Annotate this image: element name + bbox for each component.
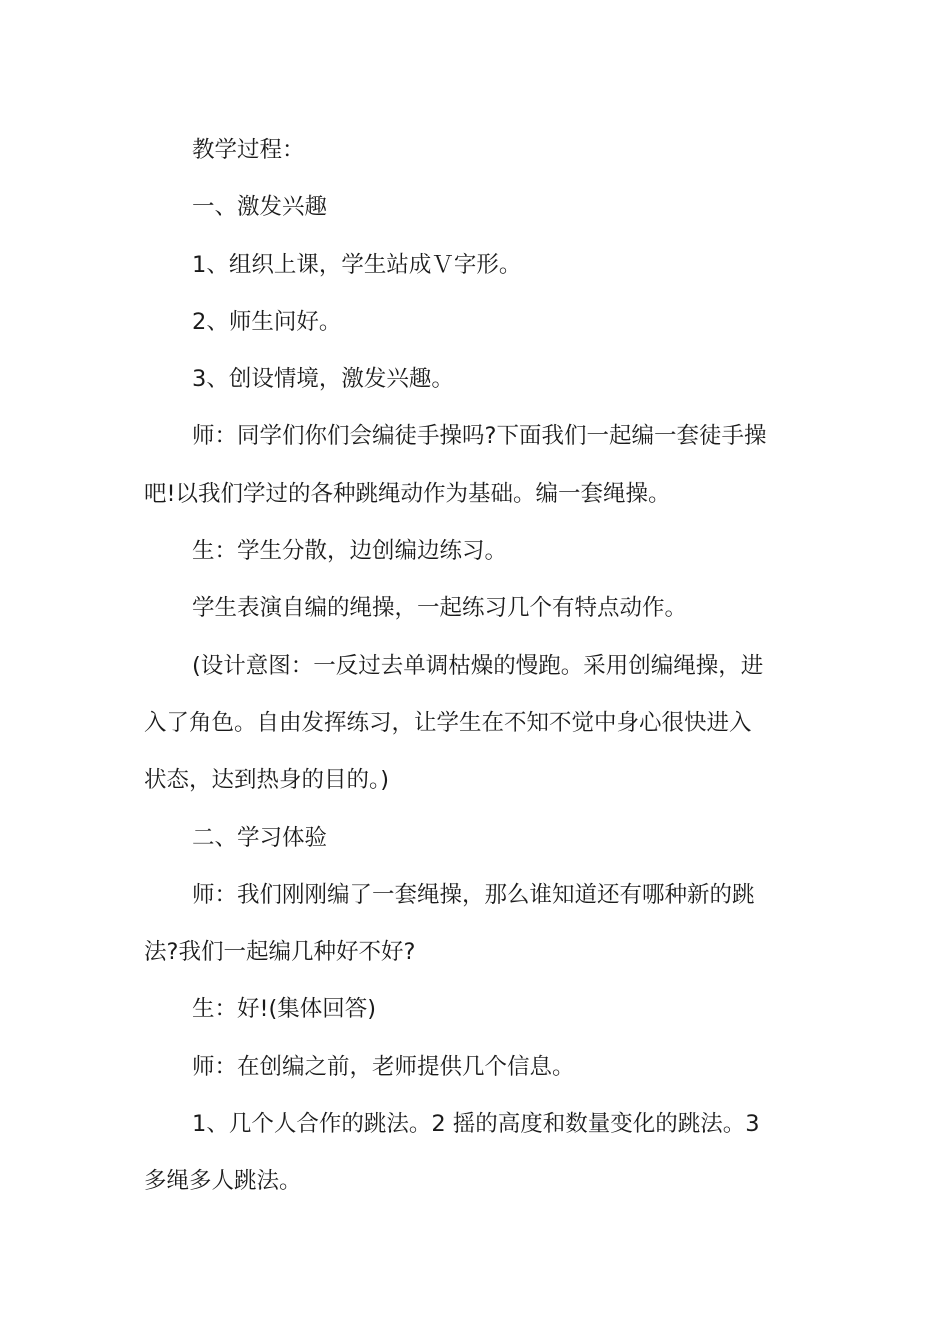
text-line: 师：同学们你们会编徒手操吗?下面我们一起编一套徒手操 — [192, 423, 767, 450]
section-heading: 二、学习体验 — [192, 824, 328, 851]
text-line: 师：我们刚刚编了一套绳操，那么谁知道还有哪种新的跳 — [192, 881, 755, 908]
text-line: (设计意图：一反过去单调枯燥的慢跑。采用创编绳操，进 — [192, 652, 764, 679]
text-line: 3、创设情境，激发兴趣。 — [192, 366, 454, 393]
text-line: 1、几个人合作的跳法。2 摇的高度和数量变化的跳法。3 — [192, 1111, 760, 1138]
text-line: 师：在创编之前，老师提供几个信息。 — [192, 1053, 575, 1080]
text-line: 1、组织上课，学生站成Ｖ字形。 — [192, 251, 522, 278]
text-line: 法?我们一起编几种好不好? — [144, 939, 416, 966]
text-line: 生：学生分散，边创编边练习。 — [192, 538, 508, 565]
section-heading: 一、激发兴趣 — [192, 194, 328, 221]
text-line: 2、师生问好。 — [192, 308, 342, 335]
text-line: 生：好!(集体回答) — [192, 996, 377, 1023]
text-line: 入了角色。自由发挥练习，让学生在不知不觉中身心很快进入 — [144, 709, 752, 736]
text-line: 学生表演自编的绳操，一起练习几个有特点动作。 — [192, 595, 688, 622]
text-line: 教学过程： — [192, 137, 305, 163]
text-line: 吧!以我们学过的各种跳绳动作为基础。编一套绳操。 — [144, 480, 671, 507]
text-line: 多绳多人跳法。 — [144, 1168, 302, 1195]
text-line: 状态，达到热身的目的。) — [144, 767, 390, 794]
document-body — [144, 122, 810, 1211]
